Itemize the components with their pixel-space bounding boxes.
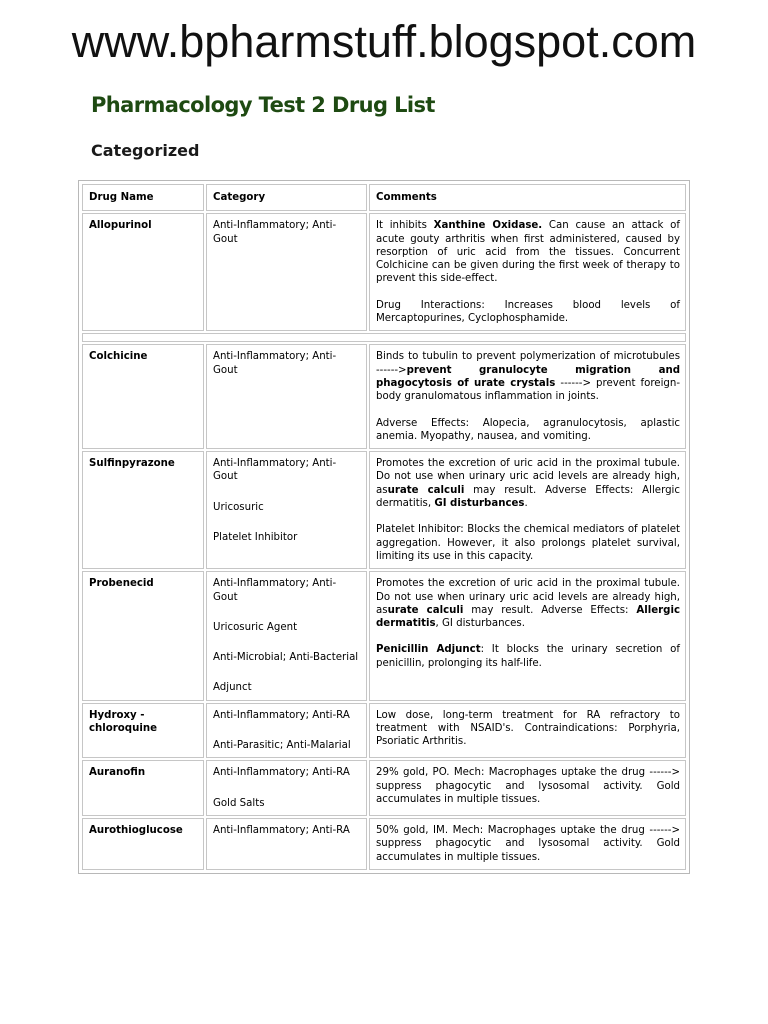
table-row: [82, 760, 686, 816]
comment-bold-text: prevent granulocyte migration and phagocytosis of urate crystals: [376, 364, 680, 389]
comment-text: Low dose, long-term treatment for RA refractory to treatment with NSAID's. Contraindications: Porphyria, Psoriatic Arthritis.: [376, 709, 680, 748]
category-line: Anti-Inflammatory; Anti-RA: [213, 824, 350, 836]
category-cell: [206, 344, 367, 449]
category-line: Anti-Inflammatory; Anti-RA: [213, 709, 350, 721]
category-cell: [206, 451, 367, 569]
comment-text: , GI disturbances.: [435, 618, 525, 630]
comment-paragraph: [376, 299, 680, 326]
category-line: Anti-Inflammatory; Anti-Gout: [213, 458, 337, 483]
comment-paragraph: [376, 219, 680, 285]
category-line: Anti-Microbial; Anti-Bacterial: [213, 652, 359, 664]
page-title: Pharmacology Test 2 Drug List: [91, 93, 435, 117]
comment-text: .: [524, 498, 528, 510]
category-cell: [206, 571, 367, 700]
drug-name-cell: Auranofin: [82, 760, 204, 816]
comment-paragraph: [376, 709, 680, 749]
comment-bold-text: urate calculi: [387, 604, 464, 616]
comment-text: Platelet Inhibitor: Blocks the chemical mediators of platelet aggregation. However, it also prolongs platelet survival, limiting its use in this capacity.: [376, 524, 680, 562]
comment-paragraph: [376, 523, 680, 563]
watermark-url: www.bpharmstuff.blogspot.com: [71, 16, 697, 67]
comment-text: may result. Adverse Effects:: [463, 604, 637, 616]
table-row: [82, 703, 686, 759]
table-row: [82, 213, 686, 331]
comment-text: Can cause an attack of acute gouty arthritis when first administered, caused by resorption of uric acid from the tissues. Concurrent Colchicine can be given during the first week of therapy to prevent this side-effect.: [376, 220, 680, 285]
drug-name-cell: Hydroxy - chloroquine: [82, 703, 204, 759]
category-line: Adjunct: [213, 682, 252, 694]
comment-bold-text: Xanthine Oxidase.: [433, 220, 543, 232]
comments-cell: [369, 760, 686, 816]
header-drug-name: Drug Name: [82, 184, 204, 211]
category-cell: [206, 213, 367, 331]
table-row: [82, 344, 686, 449]
category-line: Anti-Inflammatory; Anti-Gout: [213, 220, 337, 245]
table-row: [82, 818, 686, 870]
category-line: Anti-Inflammatory; Anti-RA: [213, 767, 350, 779]
comment-text: Promotes the excretion of uric acid in the proximal tubule. Do not use when urinary uric acid levels are already high, as: [376, 458, 680, 496]
comments-cell: [369, 451, 686, 569]
category-line: Gold Salts: [213, 797, 265, 809]
comment-bold-text: urate calculi: [387, 484, 465, 496]
comment-bold-text: Allergic dermatitis: [376, 604, 680, 630]
category-cell: [206, 760, 367, 816]
table-header-row: [82, 184, 686, 211]
comment-text: 29% gold, PO. Mech: Macrophages uptake the drug ------> suppress phagocytic and lysosomal activity. Gold accumulates in multiple tissues.: [376, 767, 680, 805]
comments-cell: [369, 703, 686, 759]
drug-name-cell: Sulfinpyrazone: [82, 451, 204, 569]
category-line: Uricosuric: [213, 501, 264, 513]
comment-paragraph: [376, 417, 680, 444]
drug-table: [80, 182, 688, 872]
category-line: Anti-Inflammatory; Anti-Gout: [213, 351, 337, 376]
comment-text: ------> prevent foreign-body granulomatous inflammation in joints.: [376, 377, 680, 403]
comment-paragraph: [376, 824, 680, 864]
category-cell: [206, 703, 367, 759]
comment-text: It inhibits: [376, 220, 434, 232]
header-category: Category: [206, 184, 367, 211]
table-spacer-row: [82, 333, 686, 342]
drug-name-cell: Probenecid: [82, 571, 204, 700]
header-comments: Comments: [369, 184, 686, 211]
comment-text: 50% gold, IM. Mech: Macrophages uptake the drug ------> suppress phagocytic and lysosomal activity. Gold accumulates in multiple tissues.: [376, 824, 680, 863]
comment-text: Binds to tubulin to prevent polymerization of microtubules ------>: [376, 351, 680, 376]
drug-name-cell: Allopurinol: [82, 213, 204, 331]
category-line: Platelet Inhibitor: [213, 532, 298, 544]
comments-cell: [369, 213, 686, 331]
comment-paragraph: [376, 350, 680, 403]
category-line: Uricosuric Agent: [213, 621, 298, 633]
comments-cell: [369, 818, 686, 870]
drug-table-container: [78, 180, 690, 874]
comment-text: : It blocks the urinary secretion of penicillin, prolonging its half-life.: [376, 644, 680, 669]
category-line: Anti-Inflammatory; Anti-Gout: [213, 578, 337, 603]
category-line: Anti-Parasitic; Anti-Malarial: [213, 740, 351, 752]
comment-paragraph: [376, 457, 680, 510]
comment-bold-text: Penicillin Adjunct: [376, 644, 481, 656]
table-body: [82, 213, 686, 870]
drug-name-cell: Colchicine: [82, 344, 204, 449]
section-subtitle: Categorized: [91, 141, 200, 160]
category-cell: [206, 818, 367, 870]
drug-name-cell: Aurothioglucose: [82, 818, 204, 870]
table-row: [82, 571, 686, 700]
table-row: [82, 451, 686, 569]
comments-cell: [369, 571, 686, 700]
comments-cell: [369, 344, 686, 449]
comment-paragraph: [376, 766, 680, 806]
comment-text: Promotes the excretion of uric acid in the proximal tubule. Do not use when urinary uric acid levels are already high, as: [376, 578, 680, 616]
comment-paragraph: [376, 577, 680, 630]
comment-bold-text: GI disturbances: [434, 498, 525, 510]
comment-text: Drug Interactions: Increases blood levels of Mercaptopurines, Cyclophosphamide.: [376, 299, 680, 325]
spacer-cell: [82, 333, 686, 342]
comment-text: may result. Adverse Effects: Allergic dermatitis,: [376, 484, 680, 510]
comment-text: Adverse Effects: Alopecia, agranulocytosis, aplastic anemia. Myopathy, nausea, and vomiting.: [376, 417, 680, 442]
comment-paragraph: [376, 643, 680, 670]
